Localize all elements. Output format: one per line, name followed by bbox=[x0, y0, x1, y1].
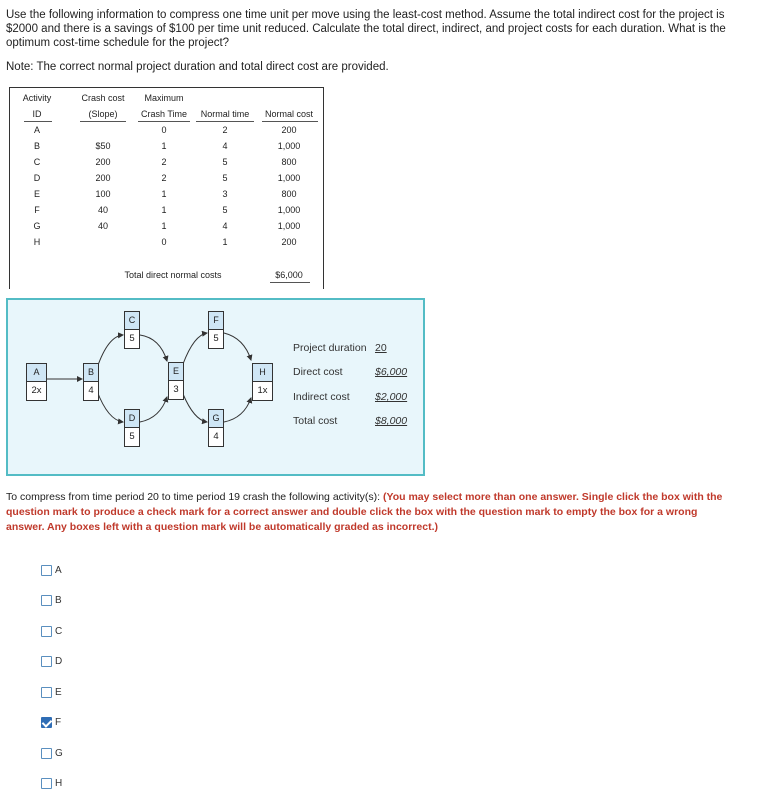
table-cell-crash: 2 bbox=[161, 173, 167, 183]
option-g[interactable] bbox=[41, 746, 63, 760]
option-label: E bbox=[55, 686, 62, 698]
table-cell-id: A bbox=[33, 125, 40, 135]
option-c-checkbox[interactable] bbox=[41, 626, 52, 637]
node-g bbox=[208, 409, 224, 447]
total-direct-label: Total direct normal costs bbox=[124, 270, 222, 280]
table-cell-normal-cost: 800 bbox=[281, 157, 297, 167]
table-cell-id: G bbox=[33, 221, 41, 231]
option-c[interactable] bbox=[41, 624, 62, 638]
table-cell-normal-time: 1 bbox=[222, 237, 228, 247]
table-cell-crash: 0 bbox=[161, 125, 167, 135]
option-f-checkbox[interactable] bbox=[41, 717, 52, 728]
node-c bbox=[124, 311, 140, 349]
option-g-checkbox[interactable] bbox=[41, 748, 52, 759]
node-b bbox=[83, 363, 99, 401]
table-cell-slope: 40 bbox=[97, 221, 108, 231]
node-f bbox=[208, 311, 224, 349]
total-cost-value: $8,000 bbox=[375, 415, 408, 427]
header-activity: Activity bbox=[22, 93, 52, 103]
node-c-label: C bbox=[125, 312, 139, 330]
table-cell-id: D bbox=[33, 173, 41, 183]
table-cell-id: F bbox=[34, 205, 40, 215]
table-cell-normal-cost: 1,000 bbox=[277, 141, 301, 151]
option-label: D bbox=[55, 656, 63, 667]
node-c-duration: 5 bbox=[129, 333, 135, 344]
option-label: F bbox=[55, 717, 62, 728]
node-h bbox=[252, 363, 273, 401]
crash-instruction bbox=[6, 490, 736, 535]
question-intro: Use the following information to compress one time unit per move using the least-cost method. Assume the total indirect cost for the project is $2000 and there is a savings of $100 per time unit reduced. Calculate the total direct, indirect, and project costs for each duration. What is the optimum cost-time schedule for the project? bbox=[6, 9, 726, 49]
option-e-checkbox[interactable] bbox=[41, 687, 52, 698]
option-f[interactable] bbox=[41, 716, 61, 730]
header-maximum: Maximum bbox=[144, 93, 184, 103]
table-cell-normal-time: 5 bbox=[222, 173, 228, 183]
table-cell-id: C bbox=[33, 157, 41, 167]
option-b-checkbox[interactable] bbox=[41, 595, 52, 606]
table-cell-crash: 1 bbox=[161, 205, 167, 215]
node-h-label: H bbox=[253, 364, 272, 382]
option-label: C bbox=[55, 625, 63, 637]
table-cell-normal-time: 5 bbox=[222, 157, 228, 167]
option-e[interactable] bbox=[41, 685, 62, 699]
table-cell-crash: 2 bbox=[161, 157, 167, 167]
table-cell-crash: 1 bbox=[161, 221, 167, 231]
node-d-label: D bbox=[125, 410, 139, 428]
indirect-cost-value: $2,000 bbox=[375, 391, 408, 403]
table-cell-slope: 40 bbox=[97, 205, 108, 215]
activity-table bbox=[9, 87, 324, 289]
instruction-text: To compress from time period 20 to time period 19 crash the following activity(s): bbox=[6, 491, 383, 503]
node-g-label: G bbox=[209, 410, 223, 428]
option-label: H bbox=[55, 778, 63, 789]
node-b-label: B bbox=[84, 364, 98, 382]
table-cell-normal-cost: 200 bbox=[281, 125, 297, 135]
header-crash-cost: Crash cost bbox=[81, 93, 125, 103]
option-a-checkbox[interactable] bbox=[41, 565, 52, 576]
question-note: Note: The correct normal project duration and total direct cost are provided. bbox=[6, 61, 389, 73]
table-cell-id: H bbox=[33, 237, 41, 247]
table-cell-normal-cost: 200 bbox=[281, 237, 297, 247]
node-g-duration: 4 bbox=[213, 431, 219, 442]
table-cell-normal-time: 4 bbox=[222, 141, 228, 151]
table-cell-crash: 0 bbox=[161, 237, 167, 247]
duration-value: 20 bbox=[375, 342, 387, 354]
table-cell-normal-time: 5 bbox=[222, 205, 228, 215]
option-label: G bbox=[55, 747, 63, 759]
table-cell-id: B bbox=[33, 141, 40, 151]
node-e-duration: 3 bbox=[173, 384, 179, 395]
node-b-duration: 4 bbox=[88, 385, 94, 396]
header-crash-time: Crash Time bbox=[140, 109, 187, 119]
option-h[interactable] bbox=[41, 777, 62, 791]
table-cell-normal-time: 3 bbox=[222, 189, 228, 199]
option-label: B bbox=[55, 595, 62, 606]
table-cell-slope: 200 bbox=[95, 157, 111, 167]
table-cell-slope: 200 bbox=[95, 173, 111, 183]
node-a-label: A bbox=[27, 364, 46, 382]
table-cell-normal-time: 4 bbox=[222, 221, 228, 231]
table-cell-slope: 100 bbox=[95, 189, 111, 199]
indirect-cost-label: Indirect cost bbox=[293, 391, 350, 403]
option-h-checkbox[interactable] bbox=[41, 778, 52, 789]
node-a bbox=[26, 363, 47, 401]
table-cell-normal-cost: 1,000 bbox=[277, 205, 301, 215]
node-f-label: F bbox=[209, 312, 223, 330]
total-direct-value: $6,000 bbox=[275, 270, 303, 280]
node-e-label: E bbox=[169, 363, 183, 381]
header-normal-time: Normal time bbox=[200, 109, 250, 119]
node-a-duration: 2x bbox=[31, 385, 42, 396]
option-d-checkbox[interactable] bbox=[41, 656, 52, 667]
node-d-duration: 5 bbox=[129, 431, 135, 442]
table-cell-normal-cost: 1,000 bbox=[277, 173, 301, 183]
table-cell-crash: 1 bbox=[161, 141, 167, 151]
node-h-duration: 1x bbox=[257, 385, 268, 396]
option-a[interactable] bbox=[41, 563, 62, 577]
table-cell-crash: 1 bbox=[161, 189, 167, 199]
table-cell-normal-cost: 1,000 bbox=[277, 221, 301, 231]
option-b[interactable] bbox=[41, 594, 62, 608]
duration-label: Project duration bbox=[293, 342, 367, 354]
table-cell-slope: $50 bbox=[95, 141, 111, 151]
table-cell-normal-time: 2 bbox=[222, 125, 228, 135]
table-cell-normal-cost: 800 bbox=[281, 189, 297, 199]
option-label: A bbox=[55, 564, 62, 576]
network-diagram bbox=[6, 298, 425, 476]
direct-cost-value: $6,000 bbox=[375, 366, 408, 378]
node-f-duration: 5 bbox=[213, 333, 219, 344]
option-d[interactable] bbox=[41, 655, 62, 669]
total-cost-label: Total cost bbox=[293, 415, 338, 427]
direct-cost-label: Direct cost bbox=[293, 366, 343, 378]
header-id: ID bbox=[32, 109, 42, 119]
instruction-emphasis: (You may select more than one answer. Single click the box with the question mark to produce a check mark for a correct answer and double click the box with the question mark to empty the box for a wrong answer. Any boxes left with a question mark will be automatically graded as incorrect.) bbox=[6, 491, 723, 533]
header-normal-cost: Normal cost bbox=[264, 109, 313, 119]
header-slope: (Slope) bbox=[88, 109, 118, 119]
node-e bbox=[168, 362, 184, 400]
node-d bbox=[124, 409, 140, 447]
table-cell-id: E bbox=[33, 189, 40, 199]
